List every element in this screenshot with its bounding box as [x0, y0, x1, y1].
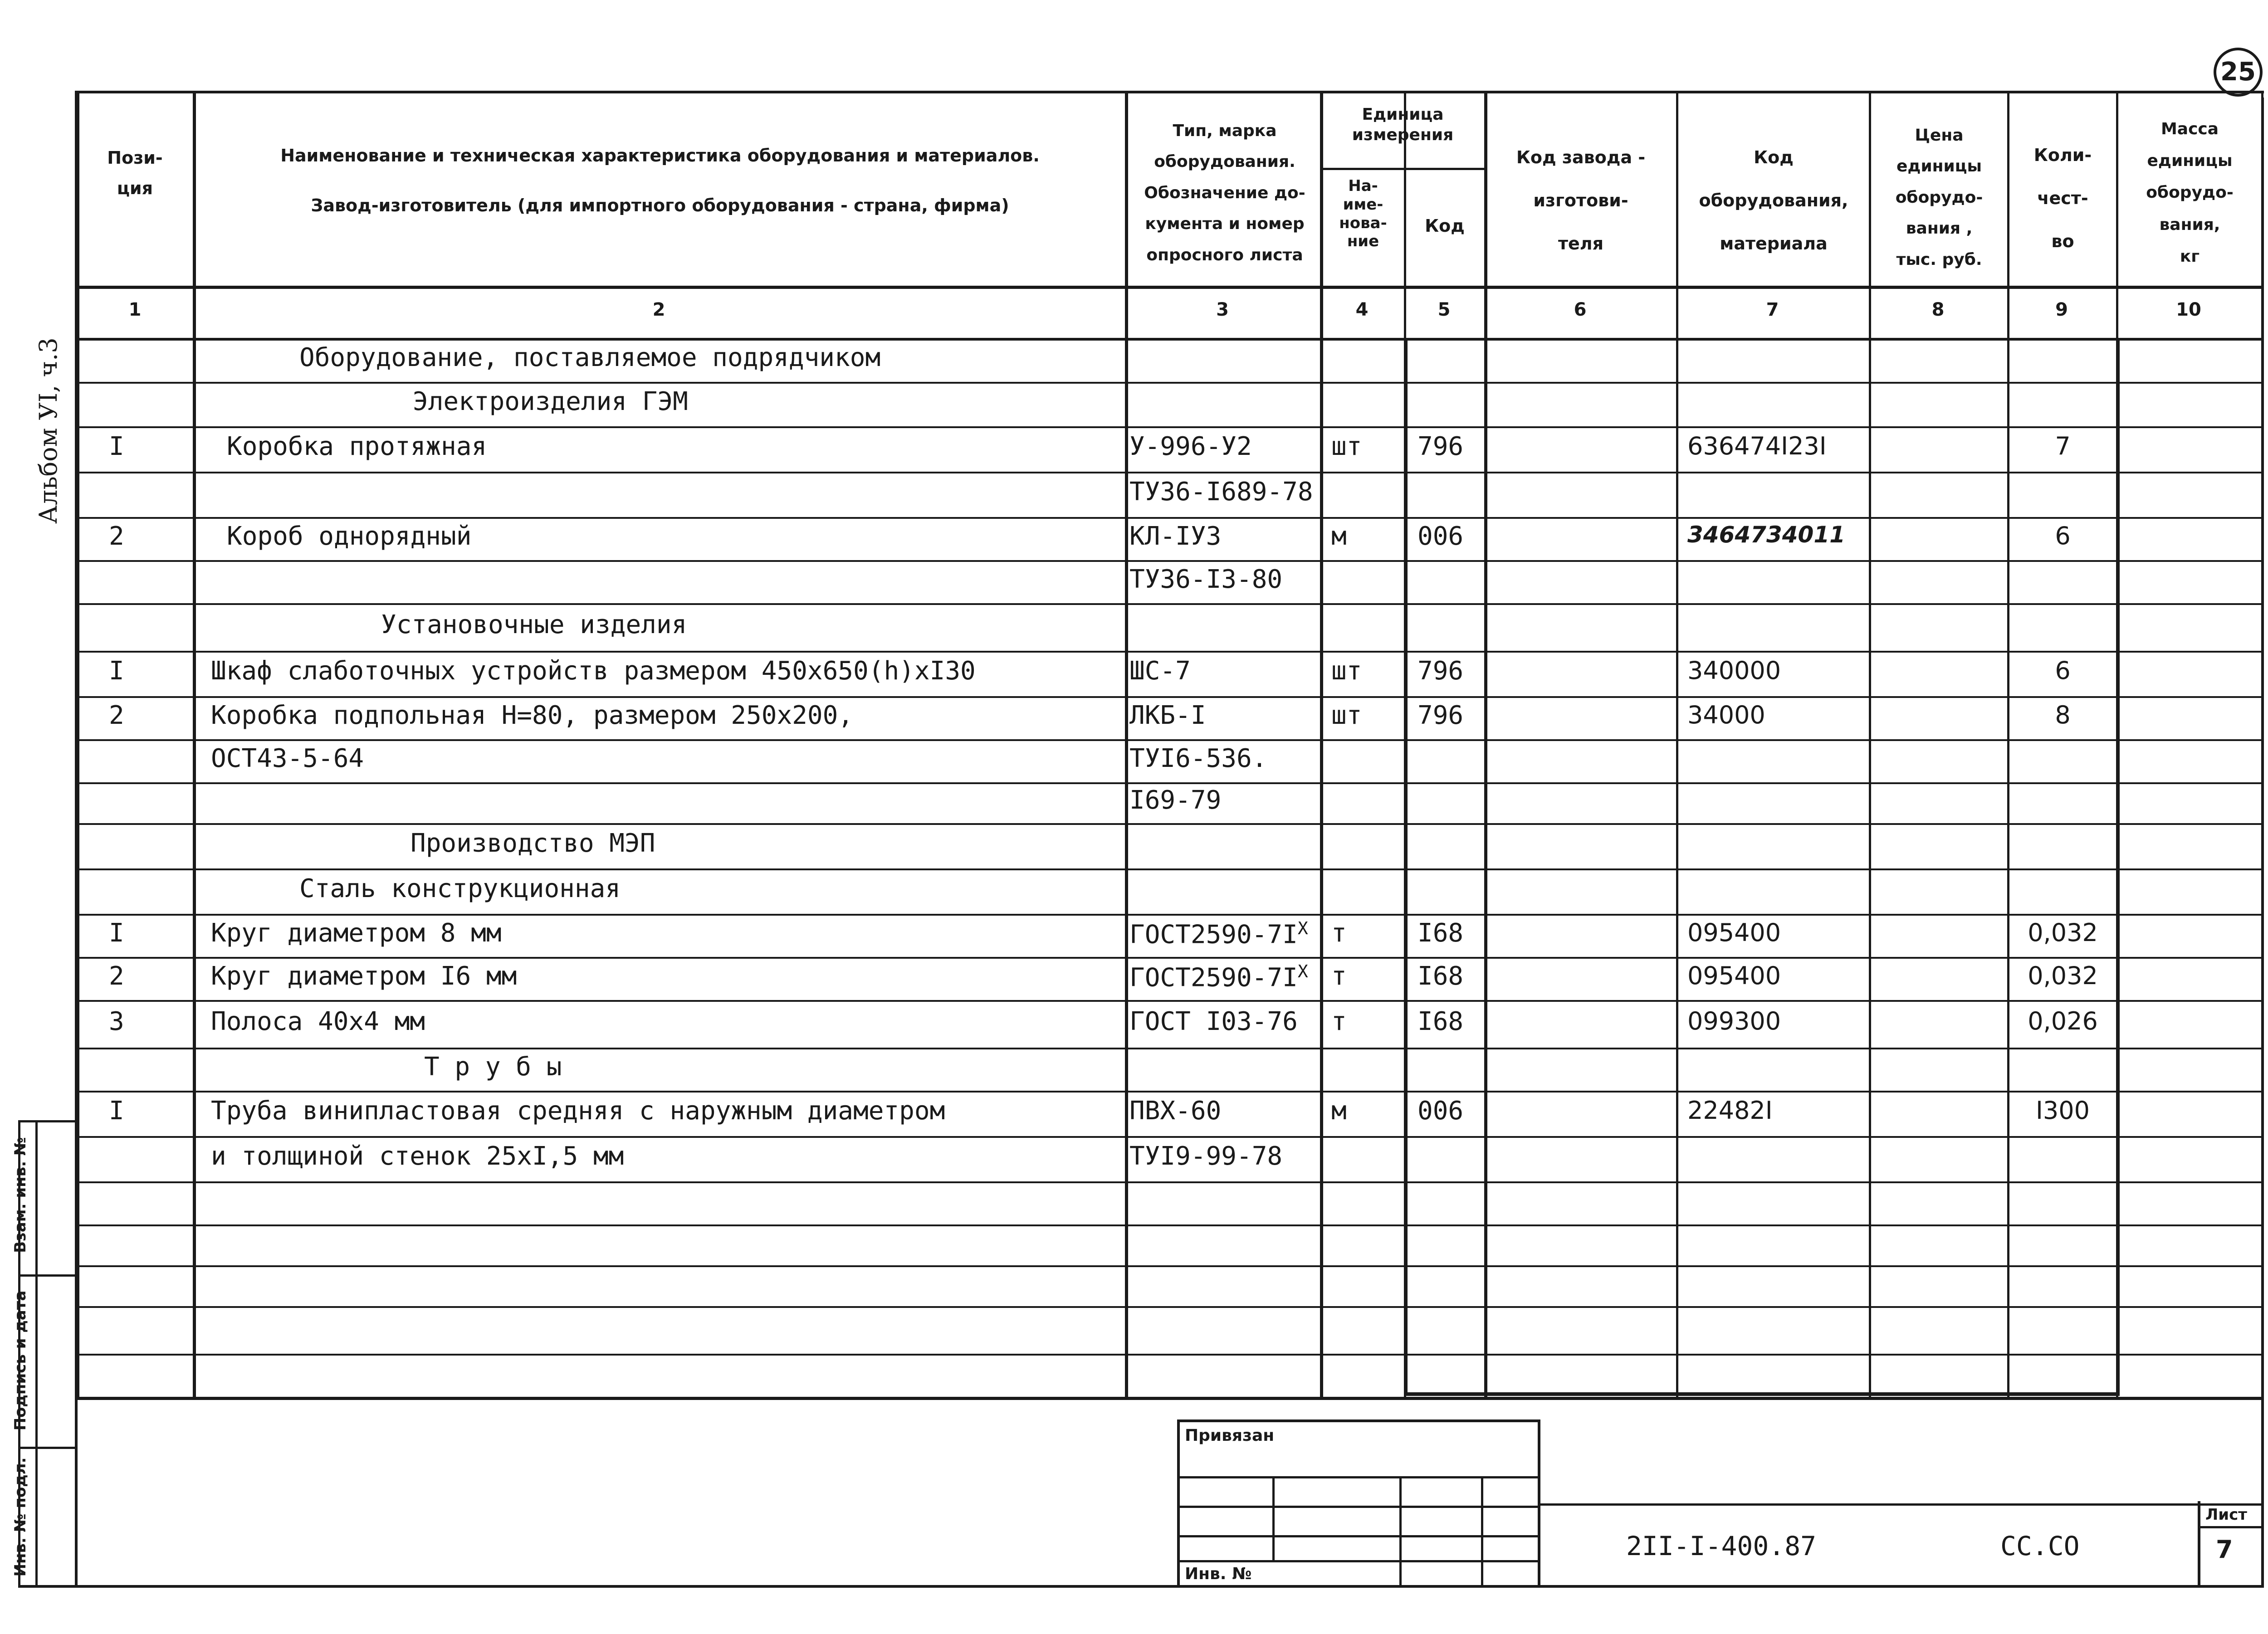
- list-label: Лист: [2205, 1506, 2247, 1524]
- row-unit-code: I68: [1418, 918, 1464, 948]
- row-material-code: 22482I: [1687, 1096, 1773, 1125]
- row-name: Труба винипластовая средняя с наружным диаметром: [211, 1096, 945, 1126]
- row-quantity: 7: [2055, 432, 2071, 460]
- album-label: Альбом УI, ч.3: [34, 337, 63, 524]
- row-unit-name: т: [1331, 1006, 1347, 1036]
- list-number: 7: [2216, 1535, 2233, 1564]
- section-heading: Электроизделия ГЭМ: [413, 387, 688, 416]
- inv-no-podl-label: Инв. № подл.: [11, 1457, 29, 1577]
- row-position: 3: [109, 1006, 124, 1036]
- section-heading: Установочные изделия: [381, 610, 687, 639]
- row-position: I: [109, 432, 124, 461]
- podpis-data-label: Подпись и дата: [11, 1290, 29, 1431]
- privyazan-label: Привязан: [1185, 1426, 1275, 1445]
- column-number-8: 8: [1931, 299, 1945, 320]
- row-name: ОСТ43-5-64: [211, 743, 364, 773]
- section-heading: Сталь конструкционная: [299, 874, 621, 903]
- row-material-code: 636474I23I: [1687, 432, 1827, 460]
- row-type: ШС-7: [1129, 656, 1191, 686]
- row-name: Шкаф слаботочных устройств размером 450х650(h)хI30: [211, 656, 976, 686]
- row-quantity: 6: [2055, 656, 2071, 685]
- row-quantity: 0,026: [2028, 1006, 2098, 1035]
- row-material-code: 340000: [1687, 656, 1781, 685]
- row-name: Круг диаметром I6 мм: [211, 961, 517, 991]
- row-position: 2: [109, 521, 124, 551]
- row-quantity: I300: [2036, 1096, 2090, 1125]
- row-unit-code: 006: [1418, 1096, 1464, 1126]
- row-name: Полоса 40х4 мм: [211, 1006, 425, 1036]
- column-number-7: 7: [1766, 299, 1779, 320]
- row-type: $ГОСТ2590-7I^X$: [1129, 961, 1308, 993]
- row-unit-code: 796: [1418, 656, 1464, 686]
- header-price: Цена единицы оборудо- вания , тыс. руб.: [1895, 126, 1983, 269]
- row-quantity: 0,032: [2028, 961, 2098, 990]
- row-type: ЛКБ-I: [1129, 700, 1206, 730]
- row-position: I: [109, 918, 124, 948]
- column-number-5: 5: [1437, 299, 1451, 320]
- row-name: Коробка подпольная Н=80, размером 250х200,: [211, 700, 854, 730]
- row-unit-name: шт: [1331, 700, 1362, 730]
- row-type: ТУ36-I689-78: [1129, 477, 1313, 507]
- row-quantity: 0,032: [2028, 918, 2098, 947]
- section-heading: Т р у б ы: [424, 1052, 562, 1082]
- row-material-code: 095400: [1687, 918, 1781, 947]
- row-unit-code: I68: [1418, 1006, 1464, 1036]
- row-unit-name: т: [1331, 961, 1347, 991]
- header-type: Тип, марка оборудования. Обозначение до- кумента и номер опросного листа: [1144, 122, 1305, 264]
- document-code: 2II-I-400.87: [1626, 1531, 1817, 1561]
- column-number-2: 2: [652, 299, 665, 320]
- row-quantity: 8: [2055, 700, 2071, 729]
- page-number: 25: [2214, 48, 2263, 97]
- header-name-line1: Наименование и техническая характеристика оборудования и материалов.: [280, 146, 1040, 166]
- row-position: 2: [109, 700, 124, 730]
- vzam-inv-label: Взам. инв. №: [11, 1137, 29, 1253]
- header-position: Пози- ция: [107, 148, 163, 198]
- row-name: Коробка протяжная: [227, 432, 487, 461]
- row-unit-code: 796: [1418, 432, 1464, 461]
- row-name: и толщиной стенок 25хI,5 мм: [211, 1141, 624, 1171]
- row-material-code: 3464734011: [1687, 521, 1845, 548]
- row-material-code: 34000: [1687, 700, 1765, 729]
- header-material-code: Код оборудования, материала: [1699, 147, 1848, 254]
- row-position: 2: [109, 961, 124, 991]
- row-position: I: [109, 656, 124, 686]
- row-type: ПВХ-60: [1129, 1096, 1222, 1126]
- row-material-code: 099300: [1687, 1006, 1781, 1035]
- row-unit-name: т: [1331, 918, 1347, 948]
- row-type: ТУ36-I3-80: [1129, 564, 1283, 594]
- row-quantity: 6: [2055, 521, 2071, 550]
- row-type: ТУI9-99-78: [1129, 1141, 1283, 1171]
- row-unit-name: шт: [1331, 432, 1362, 461]
- column-number-6: 6: [1574, 299, 1587, 320]
- header-unit: Единица измерения: [1352, 105, 1454, 144]
- row-type: I69-79: [1129, 785, 1222, 815]
- row-type: У-996-У2: [1129, 432, 1252, 461]
- row-type: ТУI6-536.: [1129, 743, 1267, 773]
- section-heading: Оборудование, поставляемое подрядчиком: [299, 342, 881, 372]
- document-mark: СС.СО: [2000, 1531, 2080, 1561]
- column-number-4: 4: [1355, 299, 1369, 320]
- header-factory-code: Код завода - изготови- теля: [1516, 147, 1646, 254]
- column-number-10: 10: [2176, 299, 2201, 320]
- inv-no-label: Инв. №: [1185, 1565, 1252, 1583]
- row-unit-code: 796: [1418, 700, 1464, 730]
- header-mass: Масса единицы оборудо- вания, кг: [2146, 120, 2234, 266]
- row-unit-name: м: [1331, 521, 1347, 551]
- row-unit-code: I68: [1418, 961, 1464, 991]
- row-material-code: 095400: [1687, 961, 1781, 990]
- row-name: Короб однорядный: [227, 521, 472, 551]
- header-name-line2: Завод-изготовитель (для импортного оборудования - страна, фирма): [311, 195, 1009, 215]
- header-unit-name: На- име- нова- ние: [1339, 177, 1387, 251]
- column-number-9: 9: [2055, 299, 2068, 320]
- row-unit-name: м: [1331, 1096, 1347, 1126]
- row-type: $ГОСТ2590-7I^X$: [1129, 918, 1308, 950]
- section-heading: Производство МЭП: [411, 829, 655, 858]
- header-unit-code: Код: [1425, 216, 1465, 236]
- column-number-1: 1: [128, 299, 142, 320]
- row-unit-code: 006: [1418, 521, 1464, 551]
- column-number-3: 3: [1216, 299, 1229, 320]
- row-position: I: [109, 1096, 124, 1126]
- row-name: Круг диаметром 8 мм: [211, 918, 502, 948]
- header-quantity: Коли- чест- во: [2033, 145, 2092, 251]
- row-type: ГОСТ I03-76: [1129, 1006, 1298, 1036]
- row-unit-name: шт: [1331, 656, 1362, 686]
- row-type: КЛ-IУ3: [1129, 521, 1222, 551]
